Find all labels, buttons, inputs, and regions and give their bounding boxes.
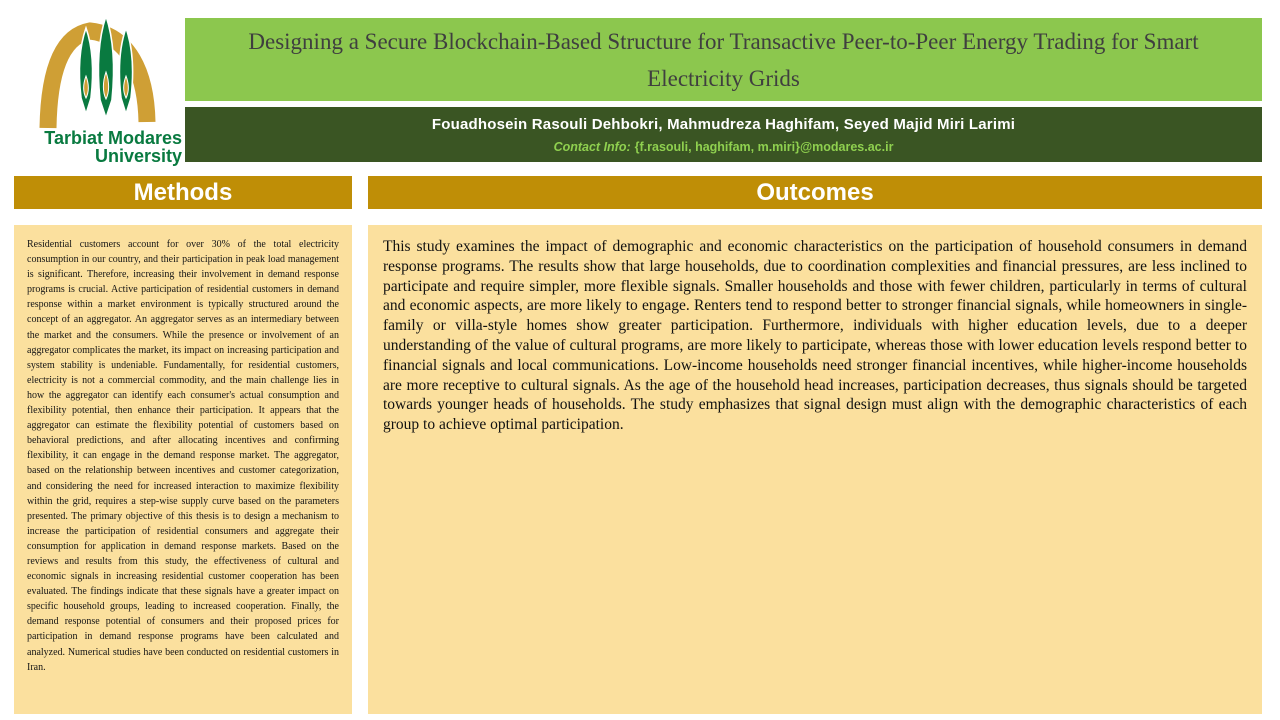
contact-line xyxy=(554,140,894,154)
authors-line: Fouadhosein Rasouli Dehbokri, Mahmudreza Haghifam, Seyed Majid Miri Larimi xyxy=(431,115,1016,133)
outcomes-heading: Outcomes xyxy=(756,178,874,206)
contact-value: {f.rasouli, haghifam, m.miri}@modares.ac.ir xyxy=(634,139,894,154)
logo-institution-line2: University xyxy=(94,146,182,166)
university-logo-icon xyxy=(30,10,186,166)
methods-heading: Methods xyxy=(133,178,233,206)
title-banner xyxy=(185,18,1262,101)
methods-body-text: Residential customers account for over 30% of the total electricity consumption in our country, and their participation in peak load management is significant. Therefore, increasing their involvement in demand response programs is crucial. Active participation of residential customers in demand response within a market environment is typically structured around the concept of an aggregator. An aggregator serves as an intermediary between the market and the consumers. While the presence or involvement of an aggregator complicates the market, its impact on increasing participation and system stability is undeniable. Fundamentally, for residential customers, electricity is not a commercial commodity, and the main challenge lies in how the aggregator can identify each consumer's actual consumption and flexibility potential, then enhance their participation. It appears that the aggregator can estimate the flexibility potential of customers based on behavioral predictions, and after allocating incentives and confirming flexibility, it can engage in the demand response market. The aggregator, based on the relationship between incentives and customer categorization, and considering the need for increased interaction to maximize flexibility within the grid, requires a step-wise supply curve based on the parameters presented. The primary objective of this thesis is to design a mechanism to increase the participation of residential consumers and aggregate their consumption for application in demand response markets. Based on the reviews and results from this study, the effectiveness of cultural and economic signals in increasing residential customer cooperation has been evaluated. The findings indicate that these signals have a greater impact on specific household groups, leading to increased cooperation. Finally, the demand response potential of consumers and their proposed prices for participation in demand response programs have been calculated and analyzed. Numerical studies have been conducted on residential customers in Iran. xyxy=(27,239,339,673)
poster-title: Designing a Secure Blockchain-Based Structure for Transactive Peer-to-Peer Energy Trading for Smart Electricity Grids xyxy=(248,28,1199,91)
university-logo xyxy=(30,10,186,166)
logo-institution-line1: Tarbiat Modares xyxy=(44,128,182,148)
logo-cypress-trees-icon xyxy=(79,16,132,118)
methods-panel xyxy=(14,225,352,714)
outcomes-section-header xyxy=(368,176,1262,209)
outcomes-panel xyxy=(368,225,1262,714)
contact-label: Contact Info: xyxy=(553,139,631,154)
outcomes-body-text: This study examines the impact of demographic and economic characteristics on the participation of household consumers in demand response programs. The results show that large households, due to coordination complexities and financial pressures, are less inclined to participate and require simpler, more flexible signals. Smaller households and those with fewer children, particularly in terms of cultural and economic aspects, are more likely to engage. Renters tend to respond better to stronger financial signals, while homeowners in single-family or villa-style homes show greater participation. Furthermore, individuals with higher education levels, due to a deeper understanding of the value of cultural programs, are more likely to participate, whereas those with lower education levels respond better to financial signals and local communications. Low-income households need stronger financial incentives, while higher-income households are more receptive to cultural signals. As the age of the household head increases, participation decreases, thus signals should be targeted towards younger heads of households. The study emphasizes that signal design must align with the demographic characteristics of each group to achieve optimal participation. xyxy=(383,238,1247,434)
authors-banner xyxy=(185,107,1262,162)
methods-section-header xyxy=(14,176,352,209)
